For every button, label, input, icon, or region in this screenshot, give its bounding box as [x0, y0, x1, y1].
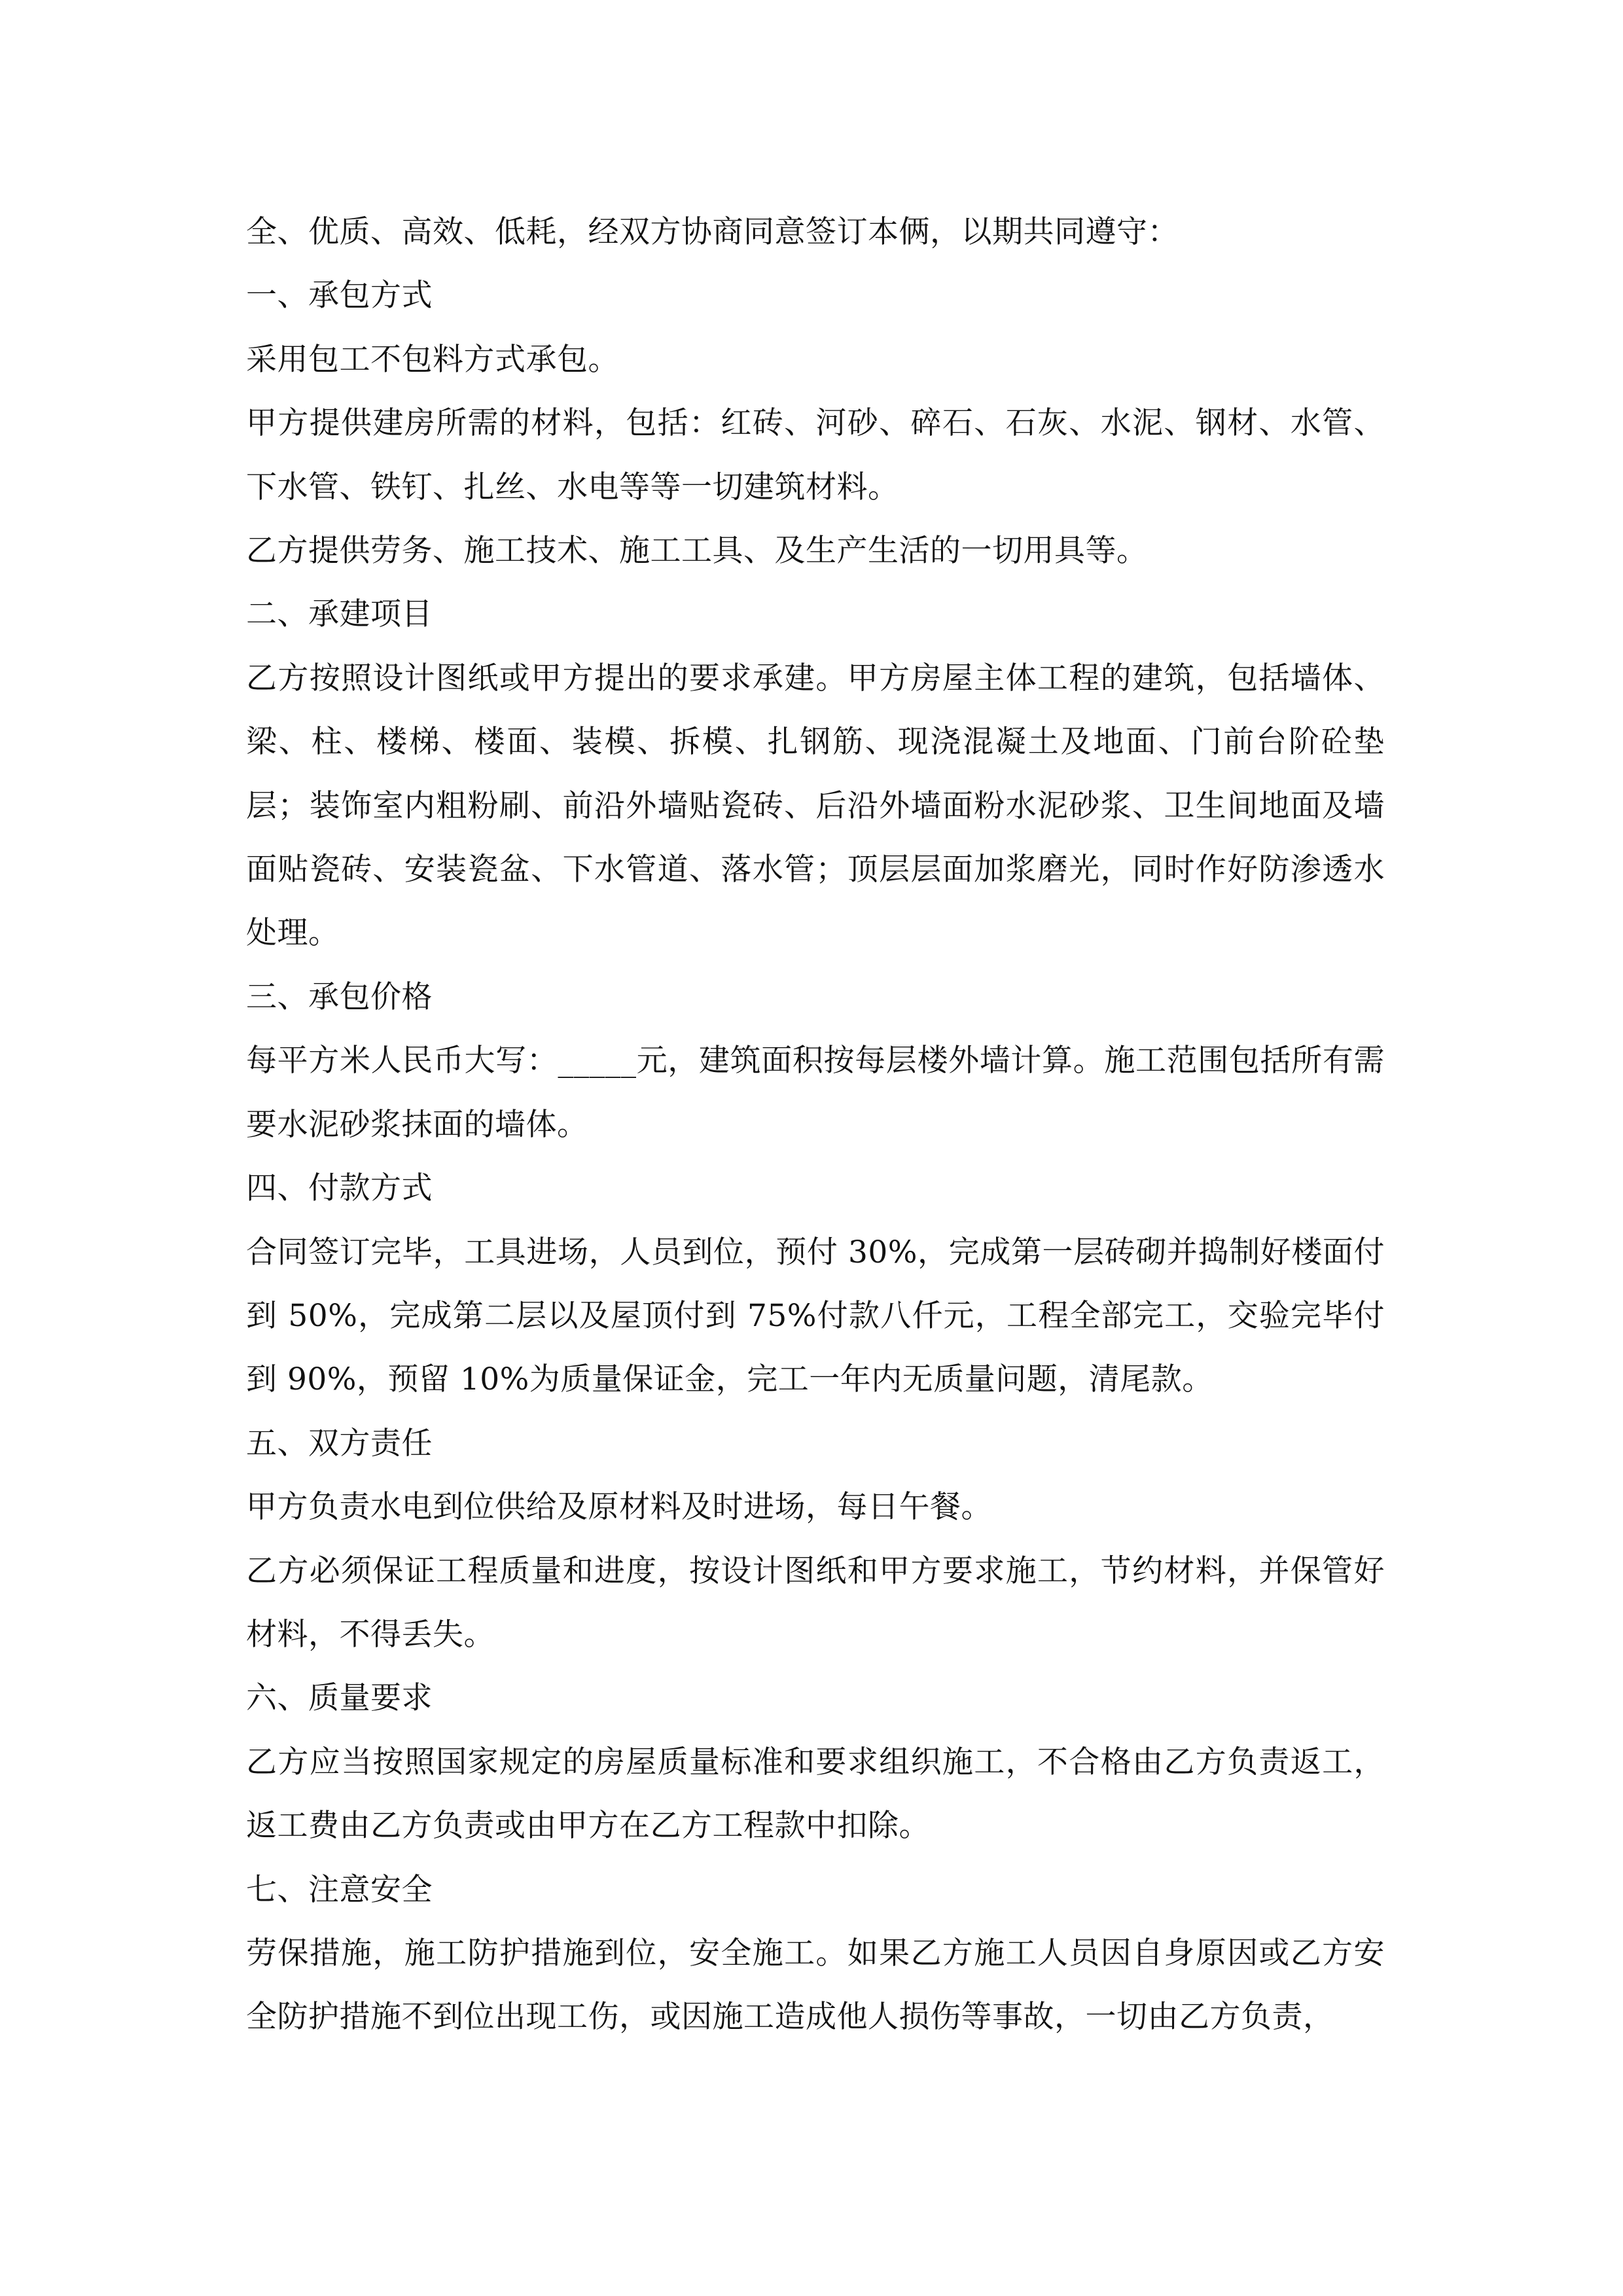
- paragraph-price: 每平方米人民币大写：_____元，建筑面积按每层楼外墙计算。施工范围包括所有需要水泥砂浆抹面的墙体。: [246, 1043, 1385, 1143]
- section-heading-price: 三、承包价格: [246, 978, 433, 1015]
- section-heading-contract-method: 一、承包方式: [246, 278, 433, 314]
- contract-body: [246, 200, 1385, 2049]
- section-heading-safety: 七、注意安全: [246, 1871, 433, 1908]
- paragraph-party-a-materials: 甲方提供建房所需的材料，包括：红砖、河砂、碎石、石灰、水泥、钢材、水管、下水管、铁钉、扎丝、水电等等一切建筑材料。: [246, 405, 1385, 505]
- section-heading-quality: 六、质量要求: [246, 1680, 433, 1717]
- paragraph-project-scope: 乙方按照设计图纸或甲方提出的要求承建。甲方房屋主体工程的建筑，包括墙体、梁、柱、楼梯、楼面、装模、拆模、扎钢筋、现浇混凝土及地面、门前台阶砼垫层；装饰室内粗粉刷、前沿外墙贴瓷砖、后沿外墙面粉水泥砂浆、卫生间地面及墙面贴瓷砖、安装瓷盆、下水管道、落水管；顶层层面加浆磨光，同时作好防渗透水处理。: [246, 660, 1385, 952]
- section-heading-payment: 四、付款方式: [246, 1170, 433, 1207]
- intro-paragraph: 全、优质、高效、低耗，经双方协商同意签订本俩，以期共同遵守：: [246, 214, 1179, 250]
- paragraph-party-b-labor: 乙方提供劳务、施工技术、施工工具、及生产生活的一切用具等。: [246, 533, 1148, 569]
- paragraph-safety: 劳保措施，施工防护措施到位，安全施工。如果乙方施工人员因自身原因或乙方安全防护措施不到位出现工伤，或因施工造成他人损伤等事故，一切由乙方负责，: [246, 1935, 1385, 2036]
- paragraph-contract-method: 采用包工不包料方式承包。: [246, 341, 619, 378]
- section-heading-project-scope: 二、承建项目: [246, 596, 433, 633]
- paragraph-payment: 合同签订完毕，工具进场，人员到位，预付 30%，完成第一层砖砌并捣制好楼面付到 50%，完成第二层以及屋顶付到 75%付款八仟元，工程全部完工，交验完毕付到 90%，预留 10%为质量保证金，完工一年内无质量问题，清尾款。: [246, 1234, 1385, 1398]
- paragraph-quality: 乙方应当按照国家规定的房屋质量标准和要求组织施工，不合格由乙方负责返工，返工费由乙方负责或由甲方在乙方工程款中扣除。: [246, 1744, 1385, 1844]
- paragraph-party-b-responsibility: 乙方必须保证工程质量和进度，按设计图纸和甲方要求施工，节约材料，并保管好材料，不得丢失。: [246, 1552, 1385, 1653]
- section-heading-responsibilities: 五、双方责任: [246, 1425, 433, 1462]
- paragraph-party-a-responsibility: 甲方负责水电到位供给及原材料及时进场，每日午餐。: [246, 1489, 992, 1526]
